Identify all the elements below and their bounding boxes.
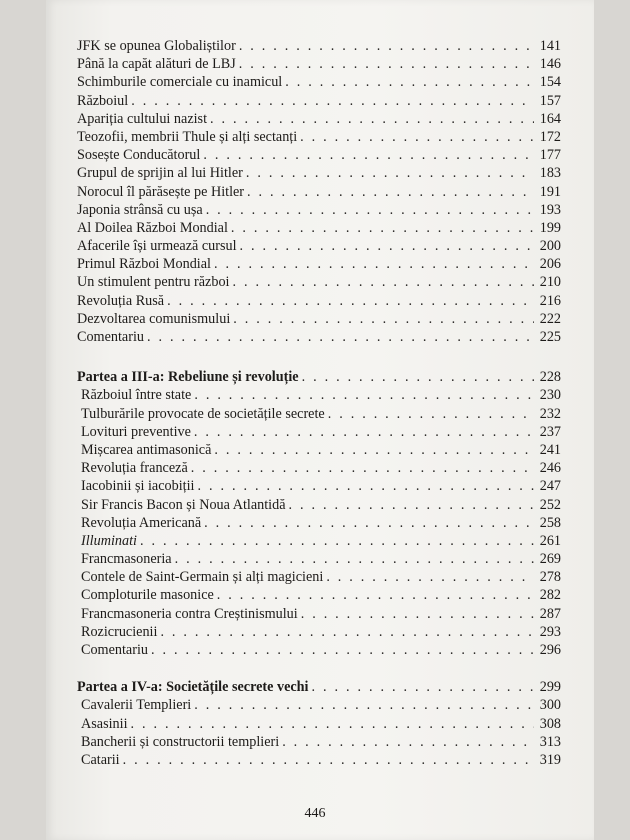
toc-entry	[77, 550, 561, 568]
toc-entry	[77, 37, 561, 55]
toc-entry-page: 141	[539, 38, 561, 54]
part-page: 228	[539, 369, 561, 386]
toc-entry	[77, 568, 561, 586]
toc-entry-page: 206	[539, 256, 561, 273]
toc-entry	[77, 292, 561, 310]
dot-leader	[151, 641, 534, 659]
toc-entry	[77, 128, 561, 146]
toc-entry-page: 278	[539, 569, 561, 586]
toc-entry-title: Sosește Conducătorul	[77, 147, 201, 164]
dot-leader	[302, 368, 534, 386]
toc-entry-title: Revoluția franceză	[81, 460, 188, 477]
dot-leader	[210, 110, 534, 128]
dot-leader	[289, 496, 534, 514]
toc-entry-title: Illuminati	[81, 532, 137, 549]
toc-entry-title: Iacobinii și iacobiții	[81, 478, 195, 495]
toc-entry-page: 247	[539, 478, 561, 495]
toc-entry-title: Războiul	[77, 92, 129, 109]
toc-entry-title: Francmasoneria	[81, 551, 172, 568]
toc-part-heading	[77, 678, 561, 696]
toc-entry-title: Francmasoneria contra Creștinismului	[81, 605, 298, 622]
toc-entry-page: 225	[539, 329, 561, 345]
dot-leader	[246, 164, 534, 182]
toc-entry-title: Cavalerii Templieri	[81, 697, 192, 714]
toc-entry-page: 287	[539, 605, 561, 622]
toc-entry	[77, 273, 561, 291]
toc-entry	[77, 623, 561, 641]
dot-leader	[328, 405, 534, 423]
dot-leader	[240, 237, 534, 255]
toc-entry-page: 313	[539, 733, 561, 750]
toc-entry	[77, 715, 561, 733]
dot-leader	[131, 715, 534, 733]
dot-leader	[204, 514, 534, 532]
toc-entry	[77, 201, 561, 219]
toc-entry-title: Lovituri preventive	[81, 423, 191, 440]
toc-entry-title: Rozicrucienii	[81, 623, 158, 640]
toc-entry-title: Războiul între state	[81, 387, 192, 404]
toc-entry-page: 157	[539, 92, 561, 109]
toc-entry	[77, 183, 561, 201]
dot-leader	[239, 37, 534, 55]
toc-entry	[77, 586, 561, 604]
toc-entry-page: 222	[539, 310, 561, 327]
dot-leader	[206, 201, 534, 219]
dot-leader	[123, 751, 534, 769]
dot-leader	[140, 532, 534, 550]
dot-leader	[160, 623, 534, 641]
dot-leader	[214, 255, 534, 273]
toc-entry-page: 296	[539, 642, 561, 658]
dot-leader	[312, 678, 535, 696]
toc-entry-title: Asasinii	[81, 715, 128, 732]
toc-entry-page: 210	[539, 274, 561, 291]
toc-entry	[77, 55, 561, 73]
toc-entry-title: Grupul de sprijin al lui Hitler	[77, 165, 243, 182]
dot-leader	[233, 310, 534, 328]
dot-leader	[167, 292, 534, 310]
toc-entry	[77, 696, 561, 714]
toc-entry-title: Japonia strânsă cu ușa	[77, 201, 203, 218]
toc-entry-title: JFK se opunea Globaliștilor	[77, 38, 236, 54]
toc-entry	[77, 92, 561, 110]
dot-leader	[191, 459, 534, 477]
toc-entry	[77, 733, 561, 751]
toc-entry-page: 216	[539, 292, 561, 309]
toc-entry-title: Comentariu	[81, 642, 148, 658]
toc-entry	[77, 255, 561, 273]
toc-entry	[77, 73, 561, 91]
toc-entry-title: Comentariu	[77, 329, 144, 345]
toc-entry-page: 154	[539, 74, 561, 91]
toc-entry-title: Dezvoltarea comunismului	[77, 310, 231, 327]
dot-leader	[147, 328, 534, 346]
toc-entry-page: 172	[539, 128, 561, 145]
toc-entry-page: 300	[539, 697, 561, 714]
toc-entry-page: 232	[539, 405, 561, 422]
toc-entry	[77, 310, 561, 328]
dot-leader	[194, 696, 534, 714]
toc-entry-title: Comploturile masonice	[81, 587, 214, 604]
toc-entry-title: Schimburile comerciale cu inamicul	[77, 74, 283, 91]
dot-leader	[326, 568, 534, 586]
dot-leader	[231, 219, 534, 237]
dot-leader	[203, 146, 534, 164]
dot-leader	[131, 92, 534, 110]
toc-entry-page: 258	[539, 514, 561, 531]
toc-entry	[77, 328, 561, 346]
toc-entry-page: 230	[539, 387, 561, 404]
dot-leader	[301, 605, 534, 623]
toc-entry	[77, 386, 561, 404]
toc-entry-title: Afacerile își urmează cursul	[77, 238, 237, 255]
table-of-contents	[77, 37, 561, 769]
dot-leader	[239, 55, 534, 73]
toc-entry-title: Revoluția Rusă	[77, 292, 165, 309]
toc-entry-title: Apariția cultului nazist	[77, 110, 208, 127]
dot-leader	[214, 441, 534, 459]
toc-entry-page: 200	[539, 238, 561, 255]
toc-entry-title: Al Doilea Război Mondial	[77, 219, 228, 236]
toc-entry-page: 183	[539, 165, 561, 182]
toc-part-heading	[77, 368, 561, 386]
dot-leader	[285, 73, 534, 91]
toc-entry-page: 241	[539, 441, 561, 458]
toc-entry	[77, 219, 561, 237]
toc-entry-title: Teozofii, membrii Thule și alți sectanți	[77, 128, 298, 145]
part-page: 299	[539, 679, 561, 696]
dot-leader	[247, 183, 534, 201]
dot-leader	[197, 477, 534, 495]
toc-entry-title: Tulburările provocate de societățile secrete	[81, 405, 325, 422]
toc-entry-page: 177	[539, 147, 561, 164]
toc-entry-page: 319	[539, 751, 561, 768]
dot-leader	[194, 423, 534, 441]
dot-leader	[194, 386, 534, 404]
toc-entry-title: Catarii	[81, 751, 120, 768]
toc-entry	[77, 146, 561, 164]
toc-entry	[77, 459, 561, 477]
toc-entry-page: 261	[539, 532, 561, 549]
part-title: Partea a IV-a: Societățile secrete vechi	[77, 679, 309, 696]
toc-entry-title: Un stimulent pentru război	[77, 274, 230, 291]
toc-entry-page: 246	[539, 460, 561, 477]
toc-entry-title: Contele de Saint-Germain și alți magicieni	[81, 569, 324, 586]
toc-entry-page: 193	[539, 201, 561, 218]
toc-entry	[77, 532, 561, 550]
dot-leader	[300, 128, 534, 146]
dot-leader	[175, 550, 534, 568]
toc-entry-page: 237	[539, 423, 561, 440]
toc-entry-title: Până la capăt alături de LBJ	[77, 56, 236, 73]
toc-entry-title: Sir Francis Bacon și Noua Atlantidă	[81, 496, 286, 513]
toc-entry	[77, 751, 561, 769]
toc-entry-title: Mișcarea antimasonică	[81, 441, 212, 458]
toc-entry	[77, 405, 561, 423]
toc-entry-title: Bancherii și constructorii templieri	[81, 733, 280, 750]
page-number: 446	[304, 806, 326, 821]
toc-entry-page: 252	[539, 496, 561, 513]
toc-entry-title: Revoluția Americană	[81, 514, 202, 531]
toc-entry	[77, 441, 561, 459]
toc-entry-page: 199	[539, 219, 561, 236]
toc-entry	[77, 423, 561, 441]
toc-entry	[77, 514, 561, 532]
toc-entry	[77, 110, 561, 128]
toc-entry-title: Primul Război Mondial	[77, 256, 211, 273]
toc-entry-title: Norocul îl părăsește pe Hitler	[77, 183, 245, 200]
toc-entry-page: 293	[539, 623, 561, 640]
toc-entry-page: 282	[539, 587, 561, 604]
dot-leader	[282, 733, 534, 751]
toc-entry	[77, 641, 561, 659]
dot-leader	[232, 273, 534, 291]
toc-entry	[77, 237, 561, 255]
toc-entry-page: 146	[539, 56, 561, 73]
toc-entry-page: 164	[539, 110, 561, 127]
toc-entry	[77, 477, 561, 495]
toc-entry	[77, 496, 561, 514]
part-title: Partea a III-a: Rebeliune și revoluție	[77, 369, 299, 386]
toc-entry-page: 269	[539, 551, 561, 568]
toc-entry-page: 191	[539, 183, 561, 200]
toc-entry-page: 308	[539, 715, 561, 732]
toc-entry	[77, 605, 561, 623]
dot-leader	[217, 586, 534, 604]
toc-entry	[77, 164, 561, 182]
